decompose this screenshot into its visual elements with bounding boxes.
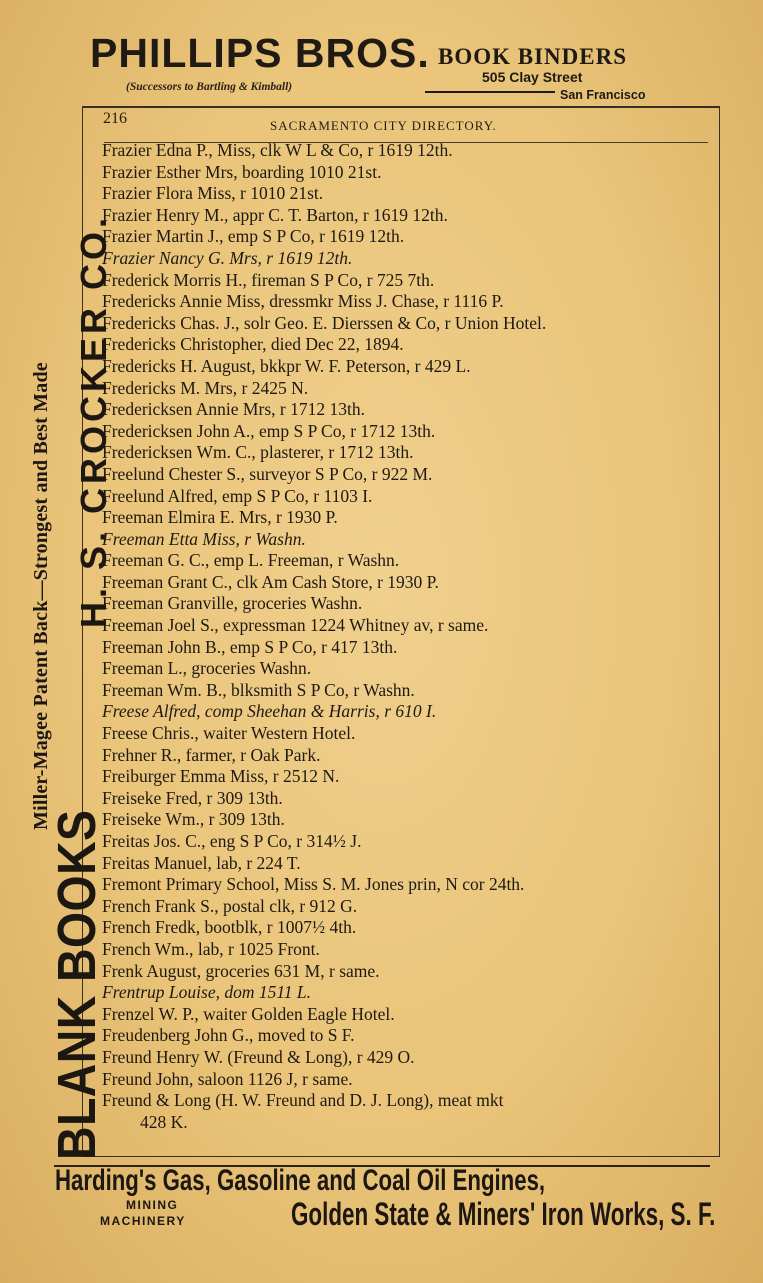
- spine-crocker: H. S. CROCKER CO.: [73, 213, 114, 628]
- directory-entry: Freeman Granville, groceries Washn.: [102, 593, 363, 614]
- directory-entry: Freudenberg John G., moved to S F.: [102, 1025, 355, 1046]
- directory-entry: Freund Henry W. (Freund & Long), r 429 O.: [102, 1046, 415, 1067]
- directory-entry: Freeman Joel S., expressman 1224 Whitney av, r same.: [102, 615, 489, 636]
- directory-entry: Fredericksen Wm. C., plasterer, r 1712 13th.: [102, 442, 414, 463]
- directory-entry: Freeman G. C., emp L. Freeman, r Washn.: [102, 550, 400, 571]
- directory-entry: Freelund Alfred, emp S P Co, r 1103 I.: [102, 485, 373, 506]
- directory-entry: Freelund Chester S., surveyor S P Co, r 922 M.: [102, 463, 433, 484]
- header-trade: BOOK BINDERS: [438, 44, 628, 69]
- directory-entry: Freiseke Fred, r 309 13th.: [102, 787, 283, 808]
- footer-engines-ad: Harding's Gas, Gasoline and Coal Oil Engines,: [55, 1164, 546, 1197]
- directory-entry: Frazier Esther Mrs, boarding 1010 21st.: [102, 161, 382, 182]
- directory-entry: Frehner R., farmer, r Oak Park.: [102, 744, 321, 765]
- directory-entry: Frazier Martin J., emp S P Co, r 1619 12th.: [102, 226, 405, 247]
- header-city: San Francisco: [560, 88, 646, 102]
- directory-entry: Freitas Manuel, lab, r 224 T.: [102, 852, 301, 873]
- directory-entry: Frazier Henry M., appr C. T. Barton, r 1619 12th.: [102, 204, 448, 225]
- directory-entry: Fredericksen Annie Mrs, r 1712 13th.: [102, 399, 365, 420]
- directory-entry: Freeman Wm. B., blksmith S P Co, r Washn.: [102, 679, 415, 700]
- directory-entry: Fredericks M. Mrs, r 2425 N.: [102, 377, 309, 398]
- directory-entry: Freeman Grant C., clk Am Cash Store, r 1930 P.: [102, 571, 439, 592]
- directory-entry-continuation: 428 K.: [140, 1111, 188, 1132]
- directory-entry: Frazier Edna P., Miss, clk W L & Co, r 1619 12th.: [102, 140, 453, 160]
- directory-entry: Freund John, saloon 1126 J, r same.: [102, 1068, 353, 1089]
- directory-entry: Fredericksen John A., emp S P Co, r 1712 13th.: [102, 420, 436, 441]
- directory-entry: Fredericks Chas. J., solr Geo. E. Dierssen & Co, r Union Hotel.: [102, 312, 547, 333]
- header-divider: [425, 91, 555, 93]
- directory-entry: Freitas Jos. C., eng S P Co, r 314½ J.: [102, 831, 362, 851]
- directory-entry: French Wm., lab, r 1025 Front.: [102, 938, 320, 959]
- directory-entry: Frederick Morris H., fireman S P Co, r 725 7th.: [102, 269, 435, 290]
- directory-entry: Frenzel W. P., waiter Golden Eagle Hotel.: [102, 1003, 395, 1024]
- directory-entry: Freiseke Wm., r 309 13th.: [102, 809, 285, 830]
- directory-entry: French Fredk, bootblk, r 1007½ 4th.: [102, 917, 357, 938]
- spine-blank-books: [46, 753, 108, 1161]
- header-firm-name: PHILLIPS BROS.: [90, 30, 430, 76]
- directory-entry: Freeman John B., emp S P Co, r 417 13th.: [102, 636, 398, 657]
- directory-entry: Freese Chris., waiter Western Hotel.: [102, 723, 356, 744]
- directory-entry: Frazier Nancy G. Mrs, r 1619 12th.: [102, 247, 353, 268]
- page-number: 216: [103, 110, 127, 127]
- directory-entry: Fredericks Annie Miss, dressmkr Miss J. Chase, r 1116 P.: [102, 291, 504, 312]
- directory-entry: Fredericks Christopher, died Dec 22, 1894.: [102, 334, 404, 355]
- directory-entry: Fremont Primary School, Miss S. M. Jones prin, N cor 24th.: [102, 874, 525, 895]
- spine-miller-magee: Miller-Magee Patent Back—Strongest and Best Made: [30, 362, 52, 830]
- directory-entry: Freiburger Emma Miss, r 2512 N.: [102, 766, 340, 787]
- header-successors-note: (Successors to Bartling & Kimball): [126, 81, 293, 93]
- running-head: SACRAMENTO CITY DIRECTORY.: [270, 118, 497, 133]
- directory-entry: Freund & Long (H. W. Freund and D. J. Long), meat mkt: [102, 1090, 504, 1111]
- footer-mining: MINING: [126, 1198, 179, 1212]
- footer-machinery: MACHINERY: [100, 1214, 186, 1228]
- header-street: 505 Clay Street: [482, 69, 583, 85]
- directory-entry: Frenk August, groceries 631 M, r same.: [102, 960, 380, 981]
- directory-entry: Freeman L., groceries Washn.: [102, 658, 312, 679]
- spine-advertisement: [0, 0, 114, 1160]
- directory-entries: [102, 140, 712, 1133]
- directory-entry: Freeman Etta Miss, r Washn.: [102, 528, 306, 549]
- footer-iron-works-ad: Golden State & Miners' Iron Works, S. F.: [291, 1196, 716, 1232]
- directory-entry: Frazier Flora Miss, r 1010 21st.: [102, 183, 324, 204]
- directory-entry: Frentrup Louise, dom 1511 L.: [102, 982, 312, 1003]
- directory-entry: French Frank S., postal clk, r 912 G.: [102, 895, 358, 916]
- directory-entry: Freese Alfred, comp Sheehan & Harris, r 610 I.: [102, 701, 437, 722]
- spine-blank-books-text: BLANK BOOKS: [47, 809, 107, 1160]
- directory-entry: Fredericks H. August, bkkpr W. F. Peterson, r 429 L.: [102, 355, 471, 376]
- directory-entry: Freeman Elmira E. Mrs, r 1930 P.: [102, 507, 338, 528]
